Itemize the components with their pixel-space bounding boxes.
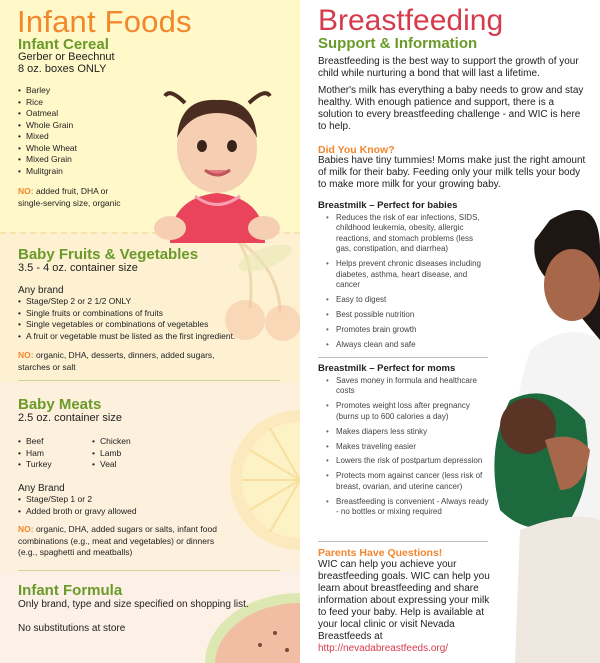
infant-foods-title: Infant Foods [17, 4, 192, 39]
list-item: • A fruit or vegetable must be listed as the first ingredient. [18, 331, 283, 343]
formula-line2: No substitutions at store [18, 623, 126, 634]
meats-list-col1 [18, 436, 88, 471]
fruits-veg-any-brand: Any brand [18, 285, 64, 296]
list-item: • Protects mom against cancer (less risk of breast, ovarian, and uterine cancer) [326, 471, 491, 492]
list-item: • Oatmeal [18, 108, 138, 120]
infant-formula-heading: Infant Formula [18, 582, 123, 599]
list-item: • Promotes brain growth [326, 325, 486, 335]
intro-paragraph: Breastfeeding is the best way to support the growth of your child while nurturing a bond that will last a lifetime. [318, 56, 579, 79]
list-item: • Makes traveling easier [326, 442, 491, 452]
formula-line1: Only brand, type and size specified on shopping list. [18, 599, 249, 610]
list-item: • Stage/Step 1 or 2 [18, 494, 218, 506]
list-item: • Saves money in formula and healthcare costs [326, 376, 491, 397]
list-item: • Mixed Grain [18, 154, 138, 166]
meats-any-brand: Any Brand [18, 483, 65, 494]
list-item: • Easy to digest [326, 295, 486, 305]
mother-baby-photo [490, 190, 600, 663]
list-item: • Always clean and safe [326, 340, 486, 350]
no-label: NO: [18, 350, 34, 360]
list-item: • Turkey [18, 459, 88, 471]
baby-photo [150, 78, 285, 248]
baby-meats-size: 2.5 oz. container size [18, 412, 122, 424]
list-item: • Reduces the risk of ear infections, SIDS, childhood leukemia, obesity, allergic reactions, and stomach problems (less gas, constipation, and diarrhea) [326, 213, 486, 255]
list-item: • Makes diapers less stinky [326, 427, 491, 437]
list-item: • Stage/Step 2 or 2 1/2 ONLY [18, 296, 283, 308]
list-item: • Mulitgrain [18, 166, 138, 178]
questions-heading: Parents Have Questions! [318, 547, 443, 559]
list-item: • Lamb [92, 448, 172, 460]
list-item: • Whole Grain [18, 120, 138, 132]
mothers-milk-paragraph: Mother's milk has everything a baby needs to grow and stay healthy. With enough patience and support, there is a solution to every breastfeeding challenge - and WIC is here to help. [318, 85, 584, 132]
breastfeeding-subtitle: Support & Information [318, 35, 478, 52]
cereal-list [18, 85, 138, 177]
infant-cereal-heading: Infant Cereal [18, 36, 109, 53]
meats-exclusions: NO: organic, DHA, added sugars or salts, infant food combinations (e.g., meat and vegetables) or dinners (e.g., spaghetti and meatballs) [18, 524, 217, 557]
did-you-know-text: Babies have tiny tummies! Moms make just the right amount of milk for their baby. Feeding only your milk tells your body to make more milk for your growing baby. [318, 155, 586, 190]
list-item: • Breastfeeding is convenient - Always ready - no bottles or mixing required [326, 497, 491, 518]
fruits-veg-list [18, 296, 283, 342]
did-you-know-heading: Did You Know? [318, 144, 395, 156]
meats-list [18, 494, 218, 517]
babies-benefits-list [326, 213, 486, 354]
list-item: • Ham [18, 448, 88, 460]
cereal-size: 8 oz. boxes ONLY [18, 63, 107, 75]
section-divider [18, 380, 280, 381]
list-item: • Barley [18, 85, 138, 97]
questions-text: WIC can help you achieve your breastfeeding goals. WIC can help you learn about breastfeeding and share information about expressing your milk to feed your baby. Help is available at your local clinic or visit Nevada Breastfeeds at http://nevadabreastfeeds.org/ [318, 559, 490, 654]
nevada-breastfeeds-link[interactable]: http://nevadabreastfeeds.org/ [318, 643, 449, 654]
section-divider [18, 570, 280, 571]
cereal-brand: Gerber or Beechnut [18, 51, 115, 63]
list-item: • Rice [18, 97, 138, 109]
list-item: • Chicken [92, 436, 172, 448]
melon-slice-illustration [205, 575, 300, 663]
moms-benefits-list [326, 376, 491, 522]
breastfeeding-title: Breastfeeding [318, 4, 504, 37]
list-item: • Veal [92, 459, 172, 471]
cereal-exclusions: NO: added fruit, DHA or single-serving size, organic [18, 186, 121, 208]
list-item: • Single vegetables or combinations of vegetables [18, 319, 283, 331]
fruits-veg-size: 3.5 - 4 oz. container size [18, 262, 138, 274]
list-item: • Whole Wheat [18, 143, 138, 155]
list-item: • Single fruits or combinations of fruits [18, 308, 283, 320]
moms-heading: Breastmilk – Perfect for moms [318, 363, 456, 374]
meats-list-col2 [92, 436, 172, 471]
fruits-veg-heading: Baby Fruits & Vegetables [18, 246, 199, 263]
list-item: • Helps prevent chronic diseases including diabetes, asthma, heart disease, and cancer [326, 259, 486, 290]
list-item: • Lowers the risk of postpartum depression [326, 456, 491, 466]
fruits-veg-exclusions: NO: organic, DHA, desserts, dinners, added sugars, starches or salt [18, 350, 215, 372]
list-item: • Added broth or gravy allowed [18, 506, 218, 518]
no-label: NO: [18, 524, 34, 534]
list-item: • Mixed [18, 131, 138, 143]
section-divider [318, 541, 488, 542]
list-item: • Best possible nutrition [326, 310, 486, 320]
section-divider [318, 357, 488, 358]
babies-heading: Breastmilk – Perfect for babies [318, 200, 458, 211]
list-item: • Promotes weight loss after pregnancy (burns up to 600 calories a day) [326, 401, 491, 422]
no-label: NO: [18, 186, 34, 196]
baby-meats-heading: Baby Meats [18, 396, 102, 413]
breastfeeding-panel [300, 0, 600, 663]
list-item: • Beef [18, 436, 88, 448]
